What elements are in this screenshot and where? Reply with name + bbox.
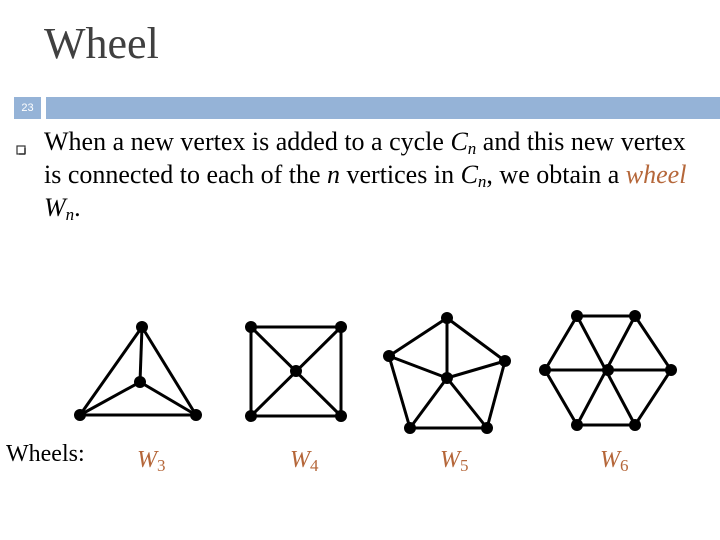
vertex [290,365,302,377]
vertex [335,321,347,333]
graph-w3 [80,327,196,415]
vertex [441,372,453,384]
label-w5: $W_5$ [440,447,469,475]
vertex [134,376,146,388]
vertex [245,321,257,333]
vertex [499,355,511,367]
vertex [441,312,453,324]
slide-number: 23 [14,97,41,119]
wheels-label: Wheels: [6,441,85,467]
vertex [74,409,86,421]
vertex [665,364,677,376]
vertex [190,409,202,421]
vertex [404,422,416,434]
wheel-term: wheel [625,160,687,189]
vertex [571,419,583,431]
vertex [571,310,583,322]
label-w4: $W_4$ [290,447,319,475]
vertex [481,422,493,434]
vertex [602,364,614,376]
label-w6: $W_6$ [600,447,629,475]
vertex [629,419,641,431]
vertex [383,350,395,362]
vertex [136,321,148,333]
slide-title: Wheel [44,19,159,68]
vertex [539,364,551,376]
definition-text: When a new vertex is added to a cycle $C_n$ and this new vertex is connected to each of the n vertices in $C_n$, we obtain a wheel $W_n$. [44,127,687,224]
vertex [245,410,257,422]
vertex [629,310,641,322]
vertex [335,410,347,422]
label-w3: $W_3$ [137,447,166,475]
